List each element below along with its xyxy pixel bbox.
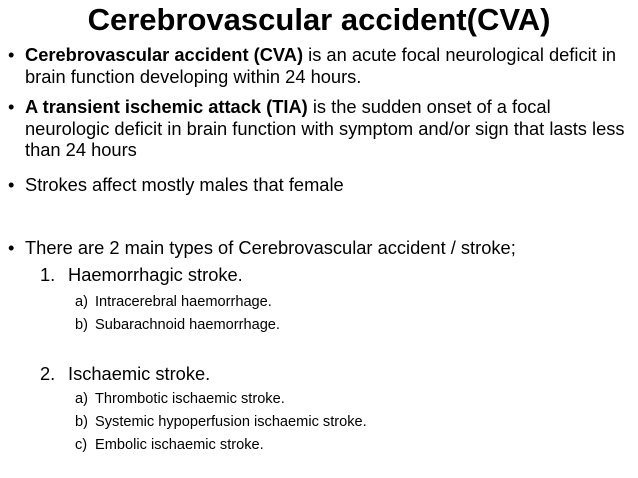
list-item-label: Ischaemic stroke. [68,363,211,384]
sublist-label: Embolic ischaemic stroke. [95,437,264,453]
list-number: 1. [40,264,56,285]
bullet-stroke-types [8,237,628,259]
sublist-marker: b) [75,317,88,333]
stroke-type-ischaemic [40,363,210,385]
sublist-label: Subarachnoid haemorrhage. [95,317,280,333]
subtype-subarachnoid [75,316,280,334]
bullet-stroke-gender [8,174,628,196]
bullet-cva-definition [8,44,628,87]
bullet-body: is the sudden onset of a focal neurologic deficit in brain function with symptom and/or sign that lasts less than 24 hours [25,96,625,160]
bullet-text: Strokes affect mostly males that female [25,174,344,195]
bullet-tia-definition [8,96,628,161]
sublist-marker: a) [75,294,88,310]
sublist-marker: a) [75,391,88,407]
subtype-systemic-hypoperfusion [75,413,367,431]
sublist-marker: b) [75,414,88,430]
bullet-marker: • [8,174,15,195]
bullet-bold-term: A transient ischemic attack (TIA) [25,96,308,117]
bullet-body: is an acute focal neurological deficit in brain function developing within 24 hours. [25,44,617,87]
subtype-intracerebral [75,293,272,311]
stroke-type-haemorrhagic [40,264,243,286]
bullet-text [25,44,628,87]
bullet-marker: • [8,44,15,65]
sublist-label: Systemic hypoperfusion ischaemic stroke. [95,414,367,430]
sublist-marker: c) [75,437,88,453]
list-item-label: Haemorrhagic stroke. [68,264,243,285]
slide-title: Cerebrovascular accident(CVA) [87,2,551,37]
list-number: 2. [40,363,56,384]
bullet-marker: • [8,237,15,258]
bullet-text: There are 2 main types of Cerebrovascular accident / stroke; [25,237,516,258]
bullet-text [25,96,628,161]
subtype-thrombotic [75,390,285,408]
bullet-marker: • [8,96,15,117]
sublist-label: Intracerebral haemorrhage. [95,294,272,310]
sublist-label: Thrombotic ischaemic stroke. [95,391,285,407]
bullet-bold-term: Cerebrovascular accident (CVA) [25,44,304,65]
subtype-embolic [75,436,264,454]
